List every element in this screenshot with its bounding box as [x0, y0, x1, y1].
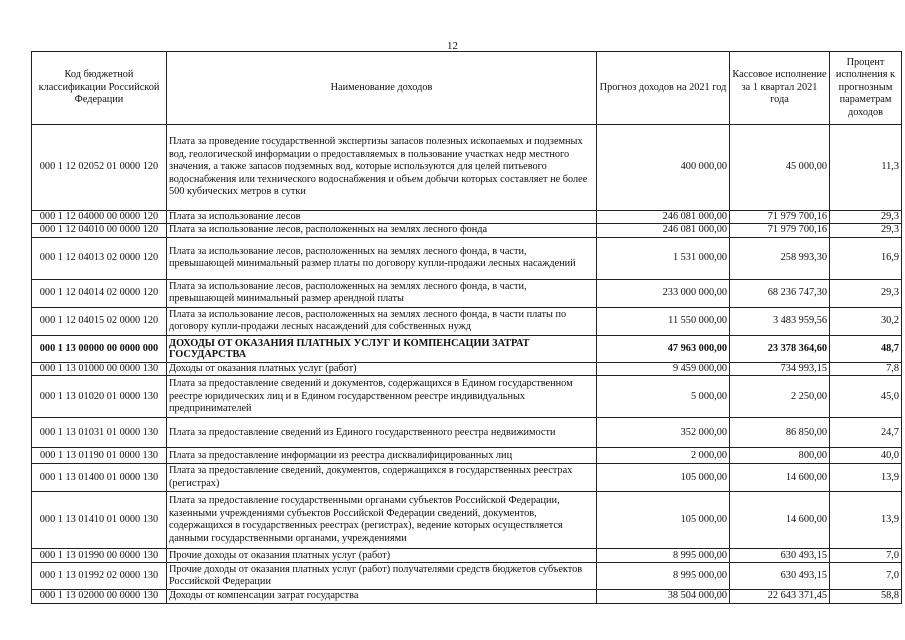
- row-percent: 13,9: [830, 464, 902, 492]
- header-code: Код бюджетной классификации Российской Федерации: [32, 52, 167, 125]
- row-forecast: 8 995 000,00: [597, 549, 730, 563]
- table-body: [32, 125, 902, 604]
- table-row: [32, 307, 902, 335]
- row-percent: 13,9: [830, 492, 902, 549]
- row-code: 000 1 12 04013 02 0000 120: [32, 237, 167, 279]
- table-row: [32, 418, 902, 448]
- row-percent: 58,8: [830, 590, 902, 603]
- header-percent: Процент исполнения к прогнозным параметрам доходов: [830, 52, 902, 125]
- row-percent: 11,3: [830, 125, 902, 211]
- row-percent: 7,8: [830, 362, 902, 375]
- row-name: Прочие доходы от оказания платных услуг (работ): [167, 549, 597, 563]
- row-name: Плата за предоставление сведений из Единого государственного реестра недвижимости: [167, 418, 597, 448]
- row-name: Плата за использование лесов, расположенных на землях лесного фонда, в части платы по договору купли-продажи лесных насаждений для собственных нужд: [167, 307, 597, 335]
- row-code: 000 1 12 04014 02 0000 120: [32, 279, 167, 307]
- table-header-row: [32, 52, 902, 125]
- row-forecast: 400 000,00: [597, 125, 730, 211]
- row-name: Плата за использование лесов: [167, 211, 597, 224]
- row-forecast: 5 000,00: [597, 376, 730, 418]
- row-code: 000 1 13 01990 00 0000 130: [32, 549, 167, 563]
- table-row: [32, 563, 902, 590]
- row-cash-execution: 22 643 371,45: [730, 590, 830, 603]
- row-forecast: 2 000,00: [597, 448, 730, 464]
- row-cash-execution: 68 236 747,30: [730, 279, 830, 307]
- header-forecast: Прогноз доходов на 2021 год: [597, 52, 730, 125]
- row-name: Плата за проведение государственной экспертизы запасов полезных ископаемых и подземных вод, геологической информации о предоставляемых в пользование участках недр местного значения, а также запасов подземных вод, которые используются для целей питьевого водоснабжения или технического водоснабжения и объем добычи которых составляет не более 500 кубических метров в сутки: [167, 125, 597, 211]
- header-name: Наименование доходов: [167, 52, 597, 125]
- row-percent: 40,0: [830, 448, 902, 464]
- row-code: 000 1 12 04015 02 0000 120: [32, 307, 167, 335]
- row-forecast: 11 550 000,00: [597, 307, 730, 335]
- row-percent: 29,3: [830, 224, 902, 237]
- row-name: ДОХОДЫ ОТ ОКАЗАНИЯ ПЛАТНЫХ УСЛУГ И КОМПЕНСАЦИИ ЗАТРАТ ГОСУДАРСТВА: [167, 335, 597, 362]
- row-code: 000 1 12 04000 00 0000 120: [32, 211, 167, 224]
- row-name: Плата за использование лесов, расположенных на землях лесного фонда, в части, превышающей минимальный размер арендной платы: [167, 279, 597, 307]
- row-percent: 7,0: [830, 563, 902, 590]
- row-forecast: 1 531 000,00: [597, 237, 730, 279]
- row-cash-execution: 734 993,15: [730, 362, 830, 375]
- row-cash-execution: 258 993,30: [730, 237, 830, 279]
- table-row: [32, 362, 902, 375]
- row-cash-execution: 2 250,00: [730, 376, 830, 418]
- row-code: 000 1 13 01400 01 0000 130: [32, 464, 167, 492]
- table-row: [32, 590, 902, 603]
- row-percent: 24,7: [830, 418, 902, 448]
- row-code: 000 1 12 04010 00 0000 120: [32, 224, 167, 237]
- row-name: Доходы от компенсации затрат государства: [167, 590, 597, 603]
- table-row: [32, 448, 902, 464]
- header-cash-execution: Кассовое исполнение за 1 квартал 2021 года: [730, 52, 830, 125]
- row-code: 000 1 13 01020 01 0000 130: [32, 376, 167, 418]
- row-percent: 45,0: [830, 376, 902, 418]
- row-percent: 29,3: [830, 211, 902, 224]
- row-cash-execution: 3 483 959,56: [730, 307, 830, 335]
- row-percent: 30,2: [830, 307, 902, 335]
- row-cash-execution: 800,00: [730, 448, 830, 464]
- row-code: 000 1 13 01410 01 0000 130: [32, 492, 167, 549]
- row-name: Плата за предоставление сведений, документов, содержащихся в государственных реестрах (регистрах): [167, 464, 597, 492]
- row-forecast: 9 459 000,00: [597, 362, 730, 375]
- row-name: Доходы от оказания платных услуг (работ): [167, 362, 597, 375]
- page-number: 12: [447, 40, 458, 52]
- row-forecast: 105 000,00: [597, 464, 730, 492]
- row-name: Плата за предоставление государственными органами субъектов Российской Федерации, казенными учреждениями субъектов Российской Федерации сведений, документов, содержащихся в государственных реестрах (регистрах), ведение которых осуществляется данными государственными органами, учреждениями: [167, 492, 597, 549]
- table-row: [32, 237, 902, 279]
- row-forecast: 246 081 000,00: [597, 224, 730, 237]
- row-name: Плата за использование лесов, расположенных на землях лесного фонда, в части, превышающей минимальный размер платы по договору купли-продажи лесных насаждений: [167, 237, 597, 279]
- row-forecast: 352 000,00: [597, 418, 730, 448]
- row-name: Плата за использование лесов, расположенных на землях лесного фонда: [167, 224, 597, 237]
- row-code: 000 1 13 00000 00 0000 000: [32, 335, 167, 362]
- row-name: Плата за предоставление информации из реестра дисквалифицированных лиц: [167, 448, 597, 464]
- table-row: [32, 492, 902, 549]
- row-cash-execution: 23 378 364,60: [730, 335, 830, 362]
- row-code: 000 1 13 01000 00 0000 130: [32, 362, 167, 375]
- row-percent: 7,0: [830, 549, 902, 563]
- row-cash-execution: 45 000,00: [730, 125, 830, 211]
- row-code: 000 1 13 02000 00 0000 130: [32, 590, 167, 603]
- row-forecast: 246 081 000,00: [597, 211, 730, 224]
- row-percent: 16,9: [830, 237, 902, 279]
- table-row: [32, 464, 902, 492]
- row-cash-execution: 630 493,15: [730, 549, 830, 563]
- row-forecast: 105 000,00: [597, 492, 730, 549]
- row-code: 000 1 12 02052 01 0000 120: [32, 125, 167, 211]
- table-row: [32, 224, 902, 237]
- row-percent: 48,7: [830, 335, 902, 362]
- row-forecast: 8 995 000,00: [597, 563, 730, 590]
- row-code: 000 1 13 01992 02 0000 130: [32, 563, 167, 590]
- row-cash-execution: 71 979 700,16: [730, 211, 830, 224]
- table-row: [32, 279, 902, 307]
- revenue-table: [31, 51, 902, 604]
- row-cash-execution: 86 850,00: [730, 418, 830, 448]
- row-cash-execution: 630 493,15: [730, 563, 830, 590]
- row-percent: 29,3: [830, 279, 902, 307]
- table-row: [32, 211, 902, 224]
- row-cash-execution: 14 600,00: [730, 464, 830, 492]
- table-row: [32, 335, 902, 362]
- row-code: 000 1 13 01190 01 0000 130: [32, 448, 167, 464]
- table-row: [32, 125, 902, 211]
- row-forecast: 233 000 000,00: [597, 279, 730, 307]
- row-name: Плата за предоставление сведений и документов, содержащихся в Едином государственном реестре юридических лиц и в Едином государственном реестре индивидуальных предпринимателей: [167, 376, 597, 418]
- table-row: [32, 549, 902, 563]
- row-forecast: 47 963 000,00: [597, 335, 730, 362]
- row-code: 000 1 13 01031 01 0000 130: [32, 418, 167, 448]
- table-row: [32, 376, 902, 418]
- row-forecast: 38 504 000,00: [597, 590, 730, 603]
- row-name: Прочие доходы от оказания платных услуг (работ) получателями средств бюджетов субъектов Российской Федерации: [167, 563, 597, 590]
- row-cash-execution: 71 979 700,16: [730, 224, 830, 237]
- row-cash-execution: 14 600,00: [730, 492, 830, 549]
